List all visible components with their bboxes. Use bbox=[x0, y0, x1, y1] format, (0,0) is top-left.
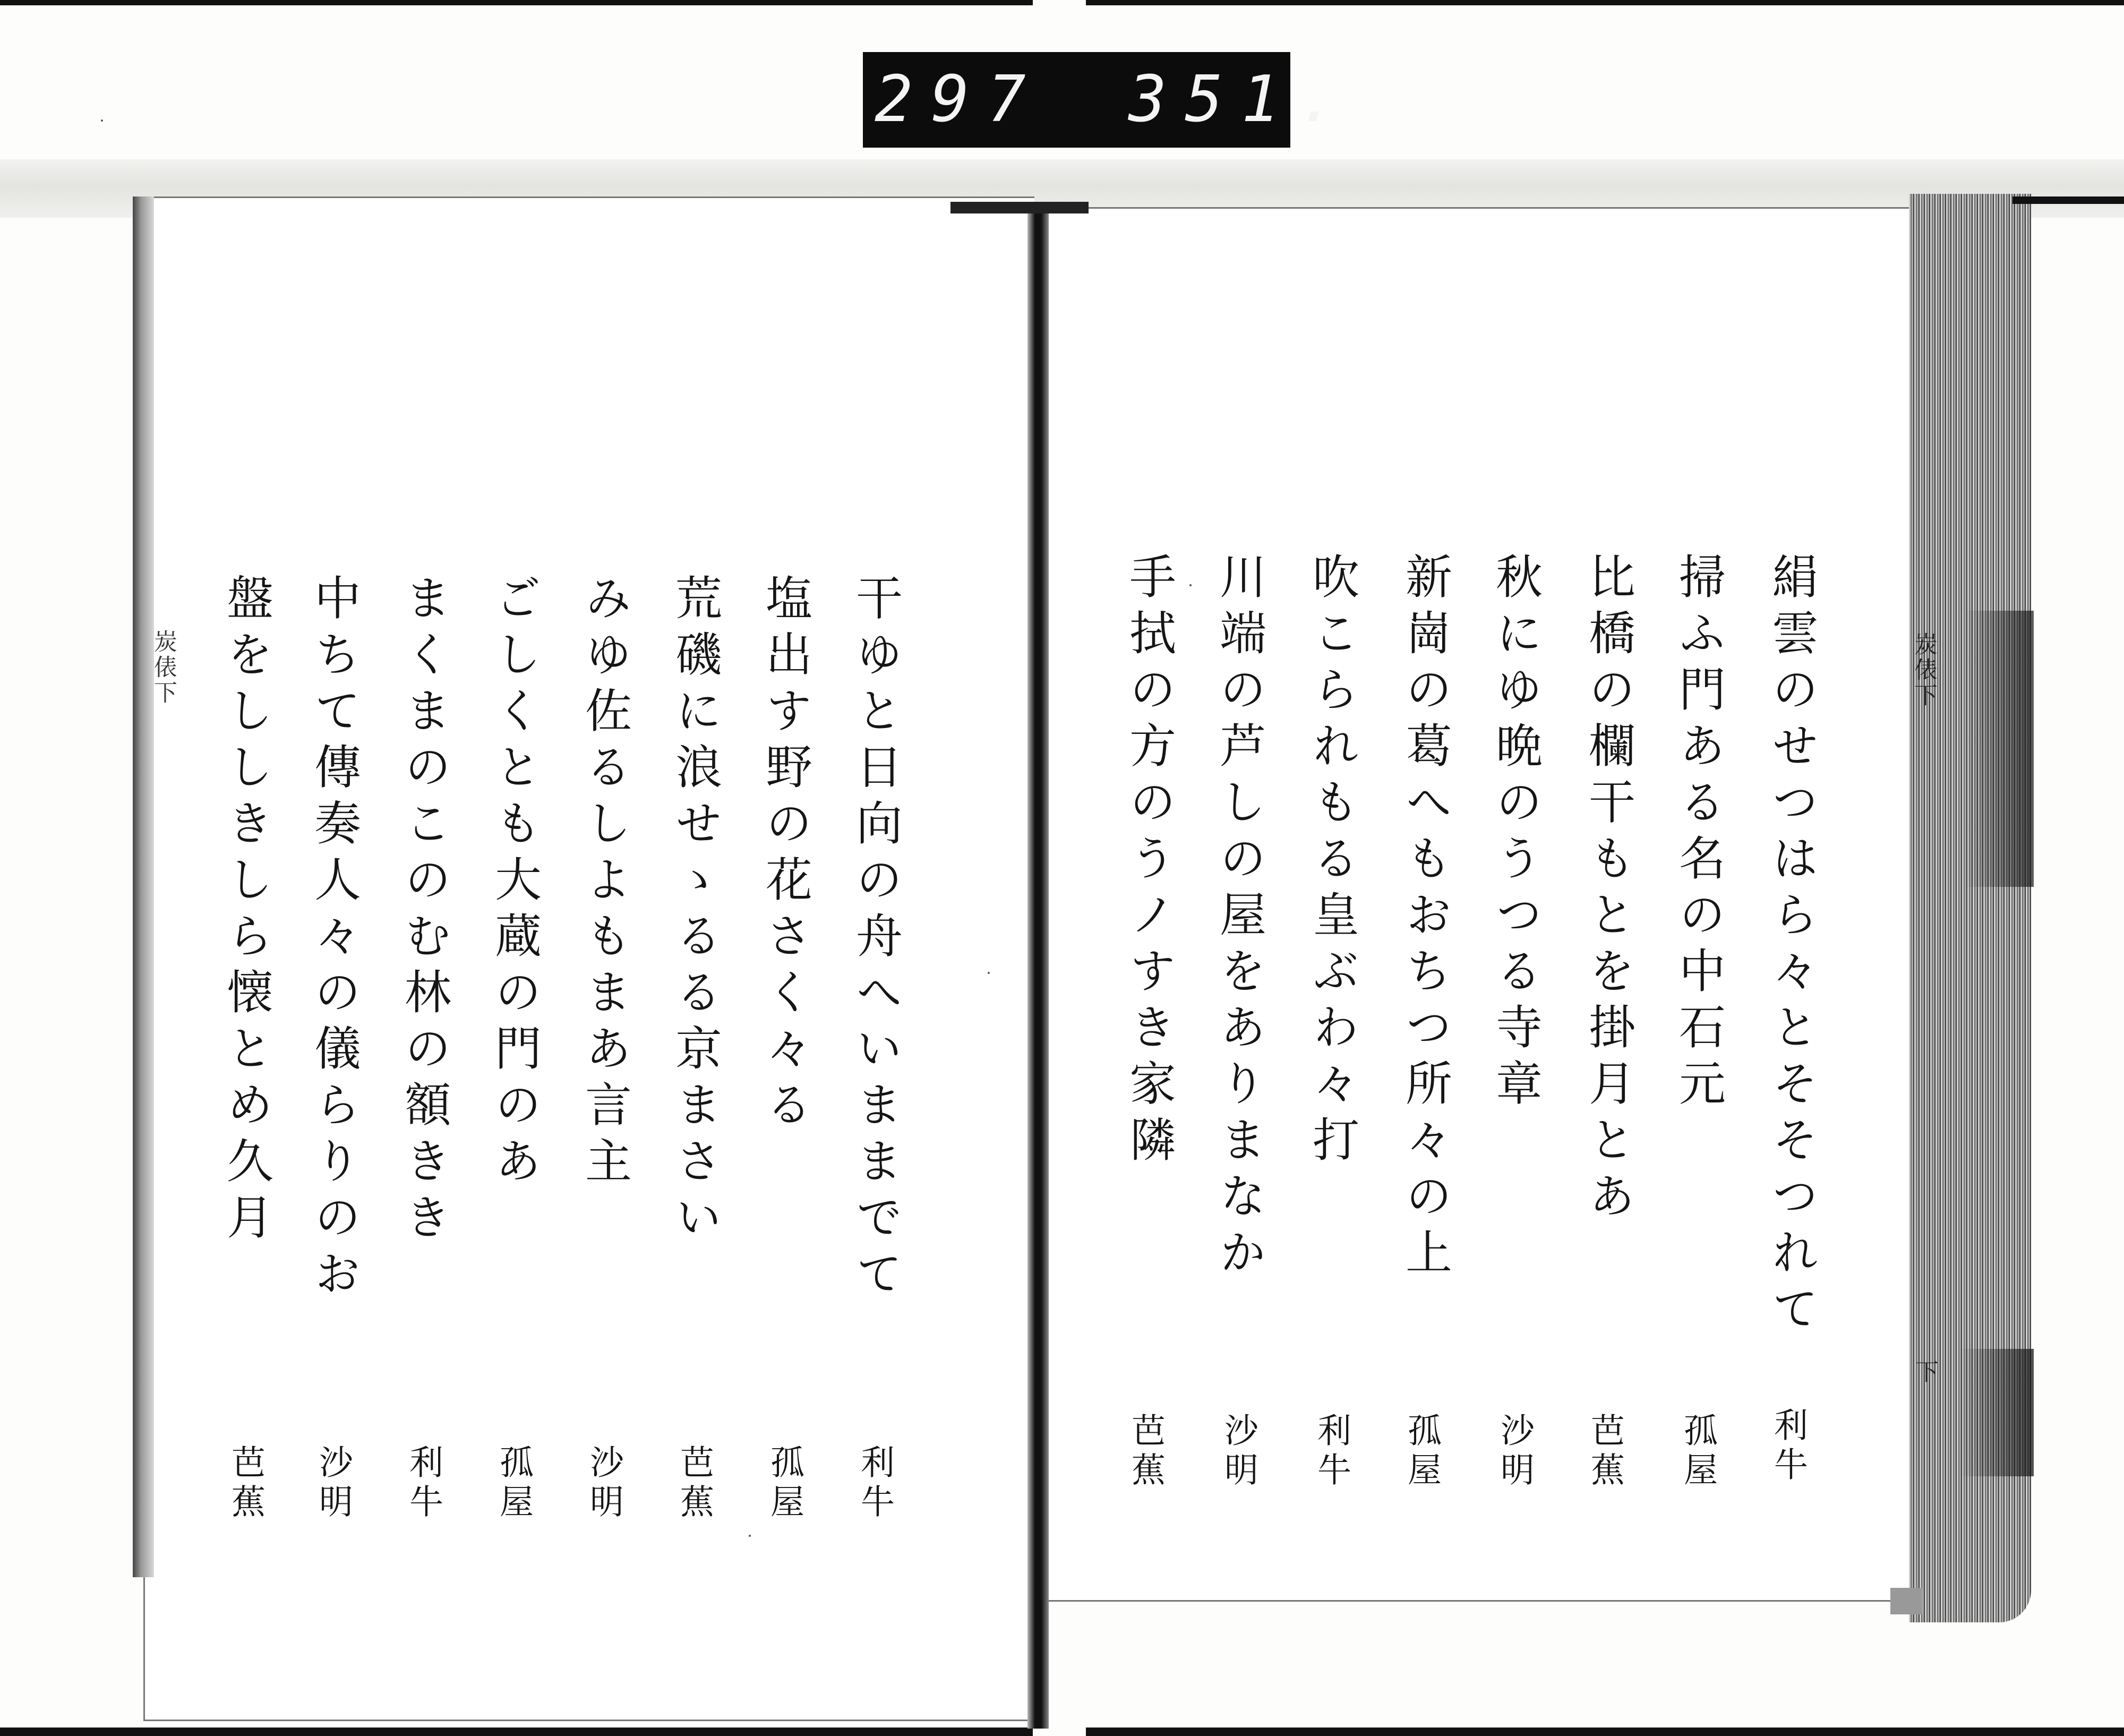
left-author-5: 孤屋 bbox=[494, 1444, 533, 1523]
frame-rule-bottom-right bbox=[1086, 1728, 2124, 1736]
page-edge-shadow bbox=[1965, 611, 2034, 887]
frame-number-right: 351. bbox=[1128, 63, 1354, 136]
right-verse-5: 新崗の葛へもおちつ所々の上 bbox=[1398, 552, 1453, 1284]
right-author-7: 沙明 bbox=[1219, 1413, 1258, 1491]
frame-rule-bottom-left bbox=[0, 1728, 1033, 1736]
left-verse-2: 塩出す野の花さく々る bbox=[758, 574, 813, 1136]
left-author-2: 孤屋 bbox=[765, 1444, 804, 1523]
left-verse-4: みゆ佐るしよもまあ言主 bbox=[578, 574, 632, 1193]
left-verse-8: 盤をししきしら懐とめ久月 bbox=[219, 574, 274, 1249]
right-author-3: 芭蕉 bbox=[1585, 1413, 1624, 1491]
scan-speck bbox=[101, 119, 103, 122]
page-edge-bottom bbox=[1890, 1588, 1922, 1614]
left-verse-5: ごしくとも大蔵の門のあ bbox=[487, 574, 542, 1193]
right-author-4: 沙明 bbox=[1495, 1413, 1534, 1491]
right-author-1: 利牛 bbox=[1768, 1407, 1808, 1486]
scan-speck bbox=[1189, 584, 1192, 586]
left-author-7: 沙明 bbox=[313, 1444, 353, 1523]
left-verse-6: まくまのこのむ林の額きき bbox=[397, 574, 452, 1249]
frame-rule-top-right bbox=[1086, 0, 2124, 5]
left-verse-7: 中ちて傳奏人々の儀らりのお bbox=[307, 574, 362, 1305]
right-author-2: 孤屋 bbox=[1678, 1413, 1717, 1491]
left-margin-note: 炭俵下 bbox=[150, 629, 177, 706]
right-author-8: 芭蕉 bbox=[1126, 1413, 1165, 1491]
page-edge-shadow-lower bbox=[1959, 1349, 2034, 1476]
right-verse-7: 川端の芦しの屋をありまなか bbox=[1212, 552, 1267, 1284]
book-gutter bbox=[1027, 207, 1049, 1729]
frame-rule-top-left bbox=[0, 0, 1033, 5]
gutter-top-shadow bbox=[950, 202, 1089, 213]
right-verse-6: 吹こられもる皇ぶわ々打 bbox=[1305, 552, 1360, 1171]
left-verse-1: 干ゆと日向の舟へいままでて bbox=[849, 574, 903, 1305]
right-author-6: 利牛 bbox=[1312, 1413, 1351, 1491]
scan-speck bbox=[988, 972, 990, 974]
right-margin-note-lower: 下 bbox=[1911, 1359, 1938, 1385]
frame-number-left: 297 bbox=[875, 63, 1044, 136]
left-author-6: 利牛 bbox=[404, 1444, 443, 1523]
left-author-4: 沙明 bbox=[584, 1444, 623, 1523]
frame-counter bbox=[863, 52, 1354, 148]
left-author-1: 利牛 bbox=[855, 1444, 894, 1523]
right-verse-8: 手拭の方のうノすき家隣 bbox=[1122, 552, 1177, 1171]
left-page-edge bbox=[133, 196, 154, 1577]
left-author-8: 芭蕉 bbox=[226, 1444, 265, 1523]
left-author-3: 芭蕉 bbox=[674, 1444, 714, 1523]
right-verse-3: 比橋の欄干もとを掛月とあ bbox=[1581, 552, 1636, 1228]
right-margin-note: 炭俵下 bbox=[1910, 632, 1937, 708]
right-verse-4: 秋にゆ晩のうつる寺章 bbox=[1488, 552, 1543, 1115]
scan-speck bbox=[749, 1535, 751, 1537]
right-author-5: 孤屋 bbox=[1402, 1413, 1441, 1491]
corner-rule bbox=[2012, 196, 2124, 204]
right-verse-1: 絹雲のせつはら々とそそつれて bbox=[1765, 552, 1819, 1340]
right-verse-2: 掃ふ門ある名の中石元 bbox=[1672, 552, 1726, 1115]
left-verse-3: 荒磯に浪せゝるる京まさい bbox=[668, 574, 723, 1249]
